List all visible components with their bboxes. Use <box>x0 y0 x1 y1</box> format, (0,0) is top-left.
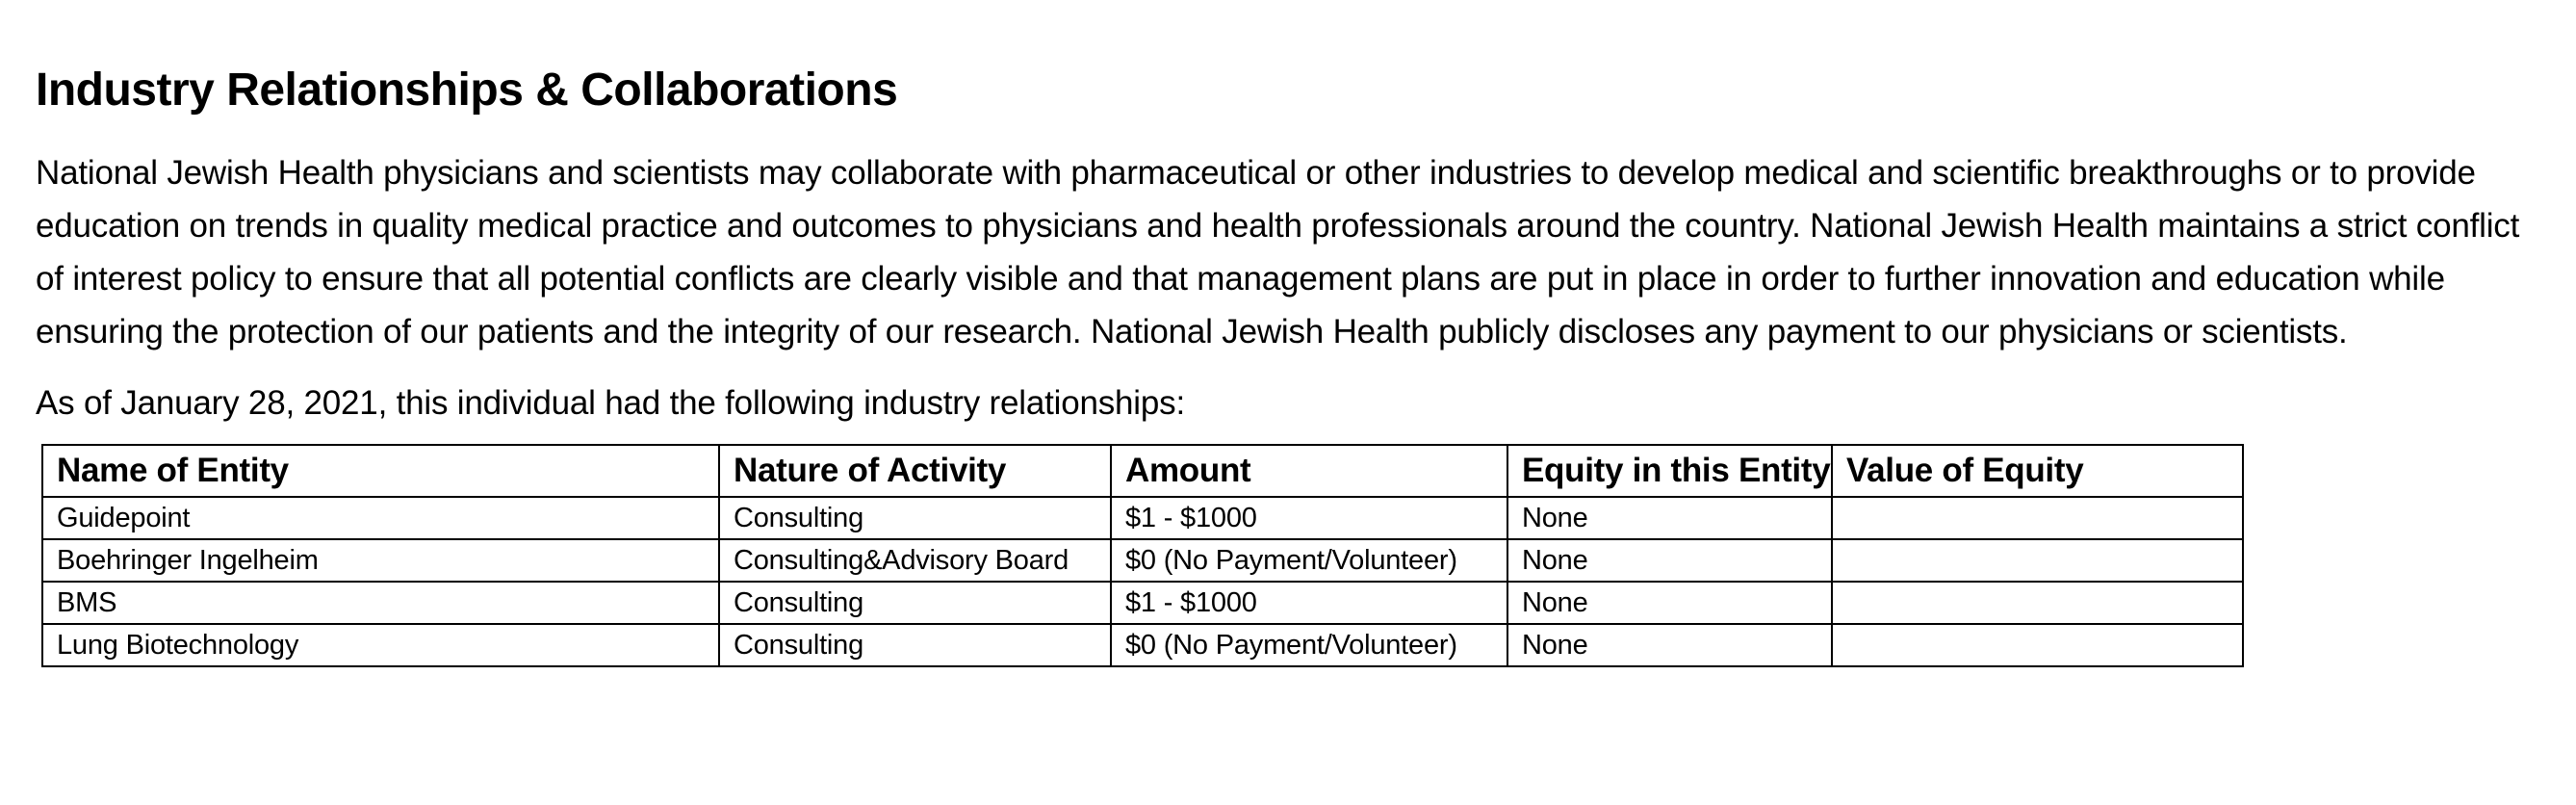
table-row <box>42 582 2243 624</box>
cell-equity: None <box>1507 624 1832 666</box>
cell-entity: BMS <box>42 582 719 624</box>
cell-equity: None <box>1507 497 1832 539</box>
cell-entity: Lung Biotechnology <box>42 624 719 666</box>
cell-amount: $0 (No Payment/Volunteer) <box>1111 624 1507 666</box>
cell-activity: Consulting&Advisory Board <box>719 539 1111 582</box>
cell-amount: $0 (No Payment/Volunteer) <box>1111 539 1507 582</box>
cell-entity: Boehringer Ingelheim <box>42 539 719 582</box>
document <box>36 56 2548 667</box>
header-entity: Name of Entity <box>42 445 719 497</box>
cell-activity: Consulting <box>719 624 1111 666</box>
cell-amount: $1 - $1000 <box>1111 497 1507 539</box>
cell-activity: Consulting <box>719 582 1111 624</box>
cell-entity: Guidepoint <box>42 497 719 539</box>
header-amount: Amount <box>1111 445 1507 497</box>
cell-amount: $1 - $1000 <box>1111 582 1507 624</box>
cell-value <box>1832 497 2243 539</box>
cell-activity: Consulting <box>719 497 1111 539</box>
cell-equity: None <box>1507 539 1832 582</box>
header-activity: Nature of Activity <box>719 445 1111 497</box>
table-row <box>42 539 2243 582</box>
cell-value <box>1832 582 2243 624</box>
cell-equity: None <box>1507 582 1832 624</box>
table-row <box>42 624 2243 666</box>
table-row <box>42 497 2243 539</box>
page-title: Industry Relationships & Collaborations <box>36 65 898 116</box>
relationships-table <box>41 444 2244 667</box>
table-header-row <box>42 445 2243 497</box>
header-value: Value of Equity <box>1832 445 2243 497</box>
as-of-statement: As of January 28, 2021, this individual had the following industry relationships: <box>36 384 1185 422</box>
cell-value <box>1832 539 2243 582</box>
cell-value <box>1832 624 2243 666</box>
intro-paragraph: National Jewish Health physicians and scientists may collaborate with pharmaceutical or other industries to develop medical and scientific breakthroughs or to provide education on trends in quality medical practice and outcomes to physicians and health professionals around the country. National Jewish Health maintains a strict conflict of interest policy to ensure that all potential conflicts are clearly visible and that management plans are put in place in order to further innovation and education while ensuring the protection of our patients and the integrity of our research. National Jewish Health publicly discloses any payment to our physicians or scientists. <box>36 154 2520 351</box>
header-equity: Equity in this Entity <box>1507 445 1832 497</box>
